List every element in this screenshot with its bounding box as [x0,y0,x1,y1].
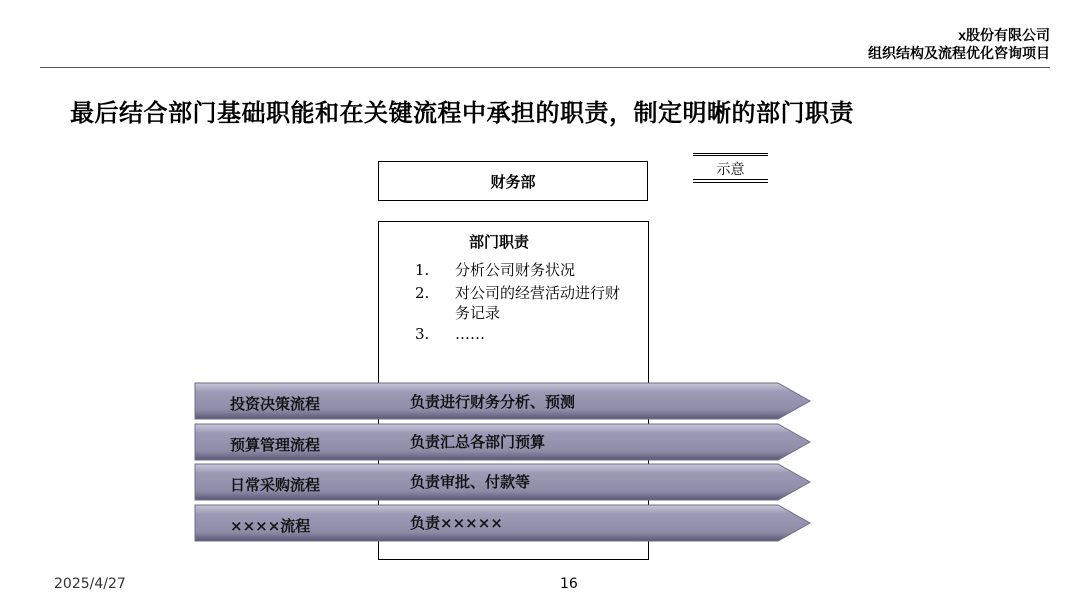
process-responsibility: 负责进行财务分析、预测 [410,393,576,411]
process-name: 日常采购流程 [230,476,321,494]
duty-text: 对公司的经营活动进行财务记录 [455,284,621,322]
process-name: ××××流程 [230,517,311,535]
company-name: x股份有限公司 [958,27,1050,43]
duty-text: 分析公司财务状况 [455,261,576,279]
duty-number: 2. [415,284,430,302]
footer-date: 2025/4/27 [54,576,126,592]
process-responsibility: 负责汇总各部门预算 [410,433,546,451]
process-name: 预算管理流程 [230,436,321,454]
duty-number: 3. [415,325,430,343]
duty-text: …… [455,325,485,343]
page-number: 16 [560,576,578,592]
slide-title: 最后结合部门基础职能和在关键流程中承担的职责，制定明晰的部门职责 [70,99,854,127]
process-name: 投资决策流程 [230,395,321,413]
duties-heading: 部门职责 [469,233,530,251]
legend-label: 示意 [716,162,745,178]
duty-number: 1. [415,261,430,279]
project-name: 组织结构及流程优化咨询项目 [868,45,1050,61]
department-name: 财务部 [490,172,536,191]
process-responsibility: 负责审批、付款等 [410,473,531,491]
process-responsibility: 负责××××× [410,514,503,532]
